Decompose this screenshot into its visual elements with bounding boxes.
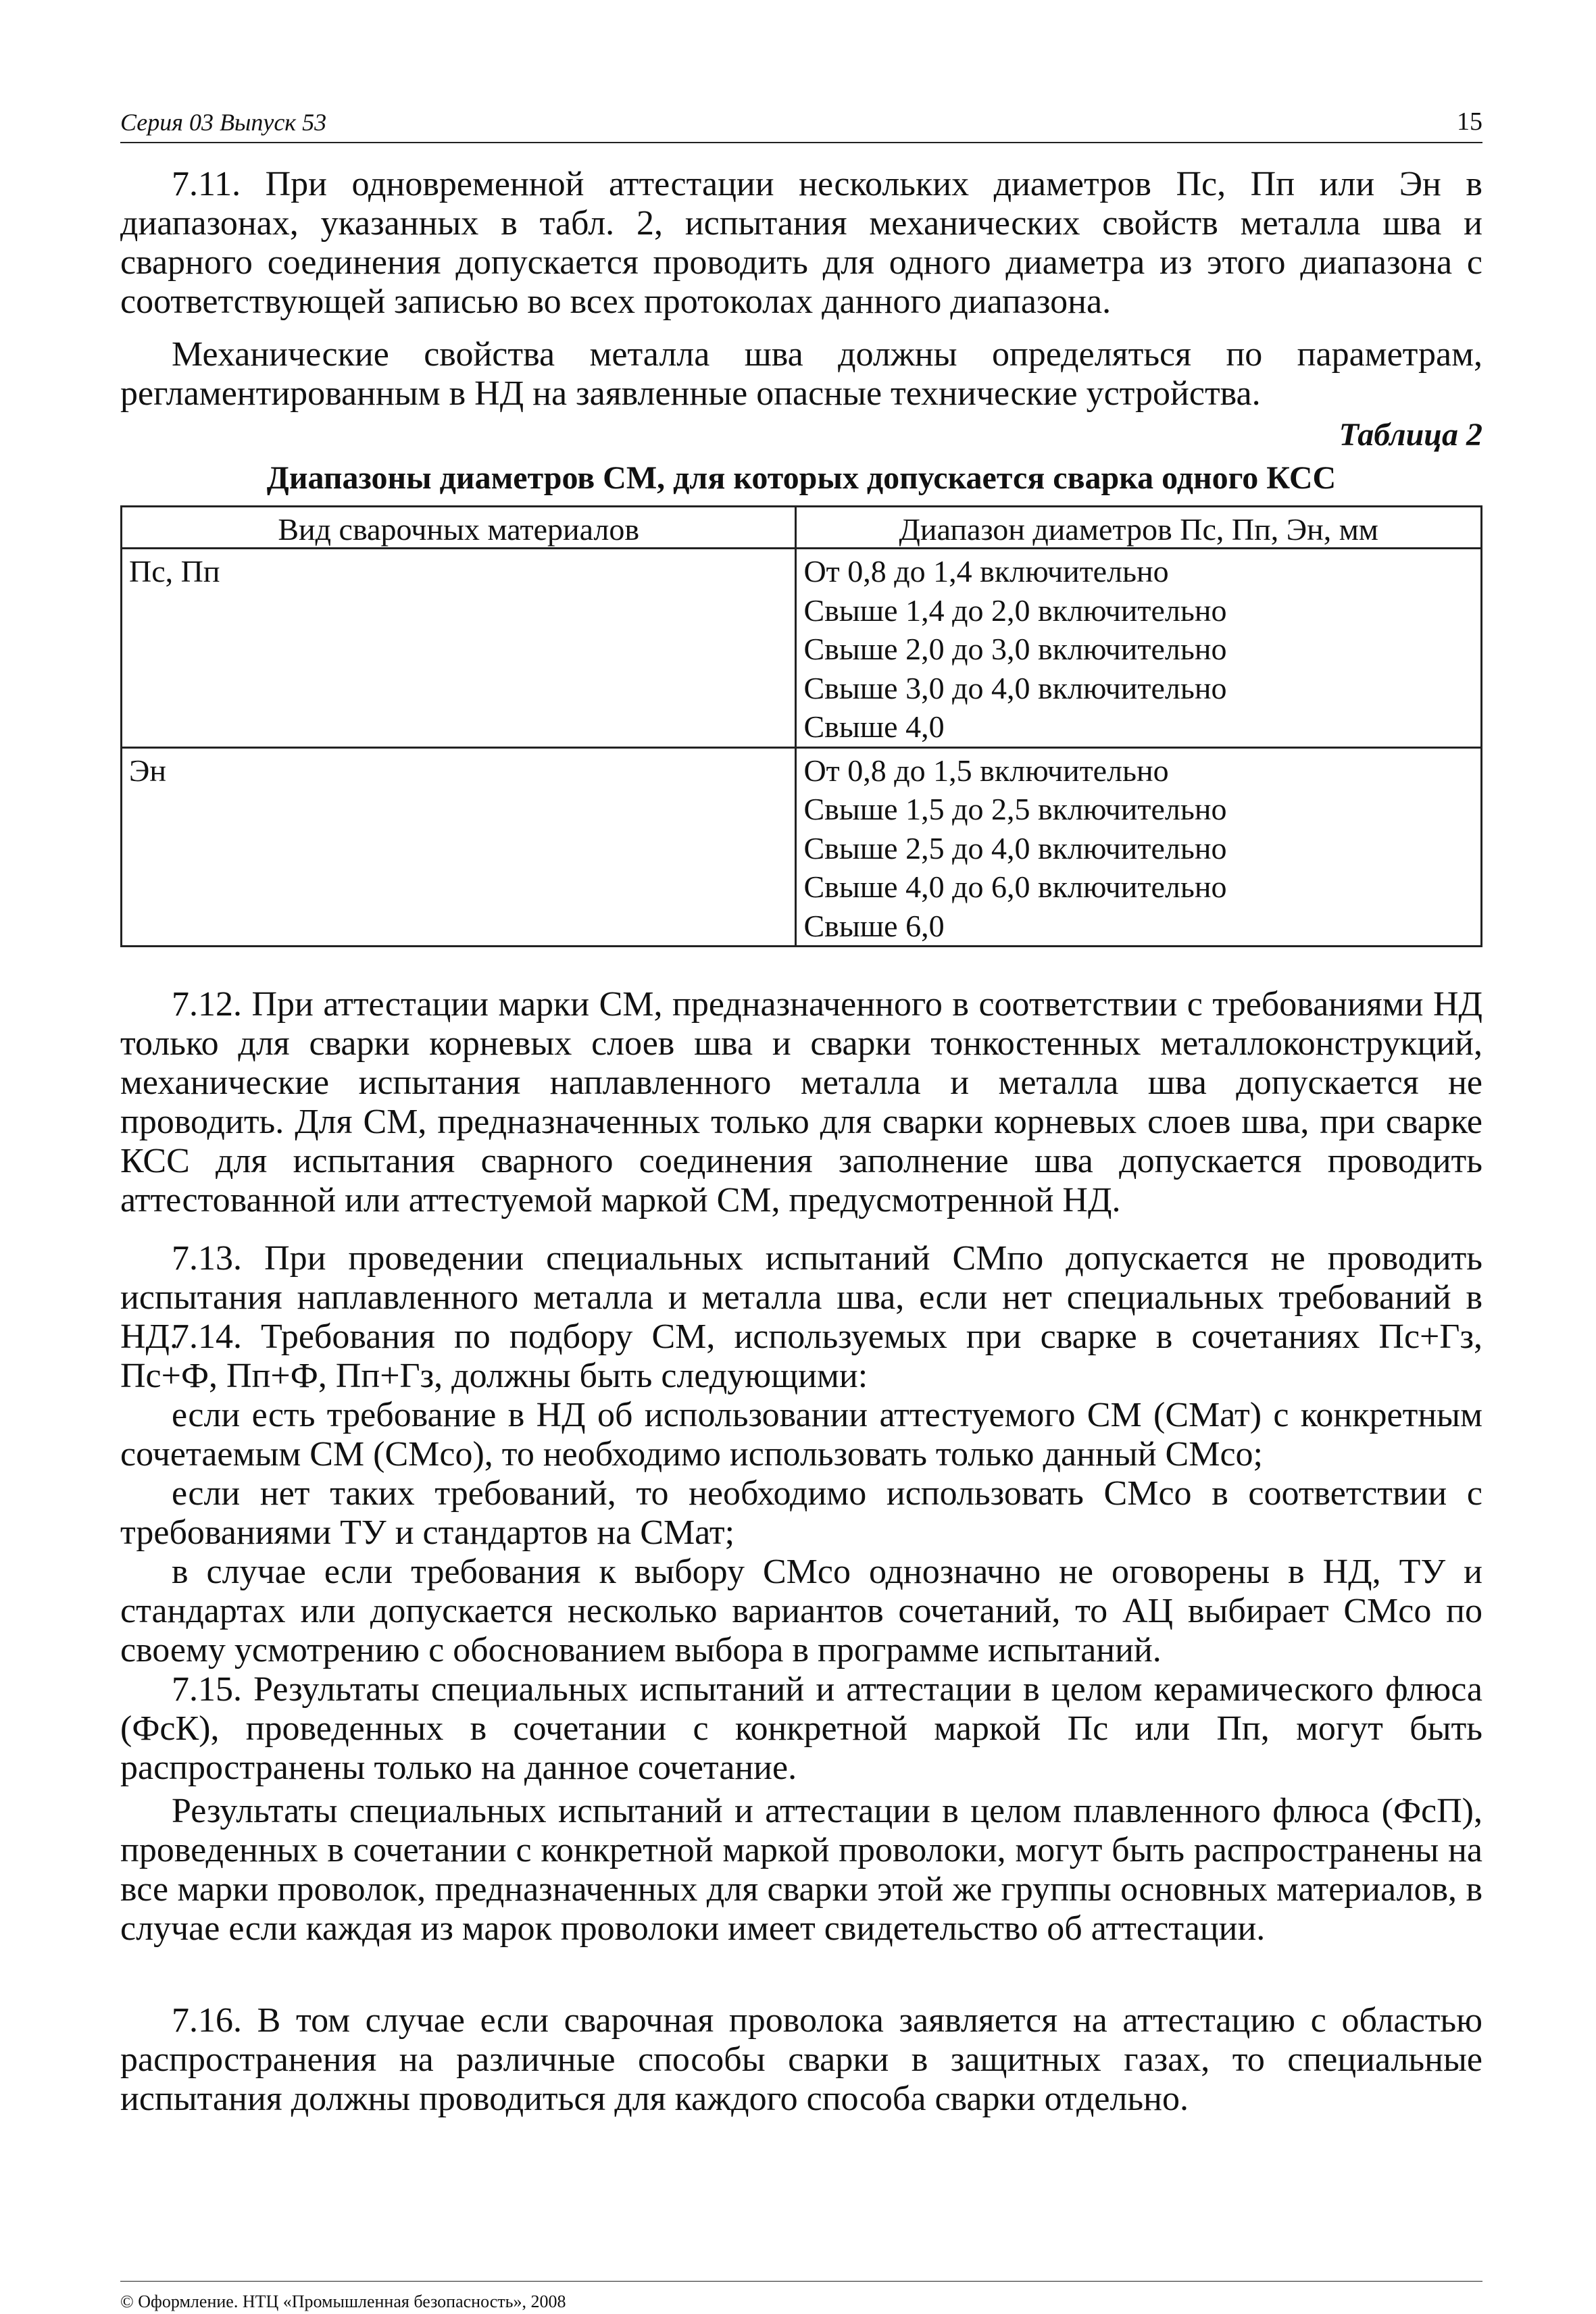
diameter-ranges-table	[120, 505, 1482, 947]
range-item: Свыше 4,0	[803, 709, 945, 744]
material-group-cell: Эн	[122, 747, 796, 947]
range-item: Свыше 4,0 до 6,0 включительно	[803, 870, 1227, 904]
paragraph-7-15: 7.15. Результаты специальных испытаний и аттестации в целом керамического флюса (ФсК), проведенных в сочетании с конкретной маркой Пс или Пп, могут быть распространены только на данное сочетание.	[120, 1670, 1482, 1787]
table-label: Таблица 2	[1339, 417, 1482, 453]
range-item: От 0,8 до 1,5 включительно	[803, 753, 1169, 788]
header-diameter-range: Диапазон диаметров Пс, Пп, Эн, мм	[796, 507, 1482, 549]
paragraph-7-11: 7.11. При одновременной аттестации нескольких диаметров Пс, Пп или Эн в диапазонах, указанных в табл. 2, испытания механических свойств металла шва и сварного соединения допускается проводить для одного диаметра из этого диапазона с соответствующей записью во всех протоколах данного диапазона.	[120, 165, 1482, 321]
paragraph-7-13: 7.13. При проведении специальных испытаний СМпо допускается не проводить испытания наплавленного металла и металла шва, если нет специальных требований в НД.	[120, 1239, 1482, 1356]
table-row	[122, 549, 1482, 748]
paragraph-requirement-1: если есть требование в НД об использовании аттестуемого СМ (СМат) с конкретным сочетаемым СМ (СМсо), то необходимо использовать только данный СМсо;	[120, 1396, 1482, 1474]
range-item: Свыше 2,5 до 4,0 включительно	[803, 830, 1227, 865]
header-rule	[120, 142, 1482, 143]
range-item: Свыше 2,0 до 3,0 включительно	[803, 632, 1227, 666]
paragraph-requirement-3: в случае если требования к выбору СМсо однозначно не оговорены в НД, ТУ и стандартах или допускается несколько вариантов сочетаний, то АЦ выбирает СМсо по своему усмотрению с обоснованием выбора в программе испытаний.	[120, 1553, 1482, 1669]
footer-copyright: © Оформление. НТЦ «Промышленная безопасность», 2008	[120, 2292, 566, 2311]
paragraph-mechanical-properties: Механические свойства металла шва должны определяться по параметрам, регламентированным в НД на заявленные опасные технические устройства.	[120, 335, 1482, 413]
range-item: От 0,8 до 1,4 включительно	[803, 554, 1169, 588]
table-header-row	[122, 507, 1482, 549]
material-group-cell: Пс, Пп	[122, 549, 796, 748]
page-number: 15	[1457, 107, 1482, 136]
paragraph-7-16: 7.16. В том случае если сварочная проволока заявляется на аттестацию с областью распространения на различные способы сварки в защитных газах, то специальные испытания должны проводиться для каждого способа сварки отдельно.	[120, 2001, 1482, 2118]
range-list-cell	[796, 549, 1482, 748]
footer-rule	[120, 2281, 1482, 2282]
range-item: Свыше 1,5 до 2,5 включительно	[803, 792, 1227, 826]
table-title: Диапазоны диаметров СМ, для которых допускается сварка одного КСС	[266, 460, 1337, 496]
range-item: Свыше 6,0	[803, 908, 945, 943]
paragraph-requirement-2: если нет таких требований, то необходимо использовать СМсо в соответствии с требованиями ТУ и стандартов на СМат;	[120, 1474, 1482, 1552]
paragraph-7-14: 7.14. Требования по подбору СМ, используемых при сварке в сочетаниях Пс+Гз, Пс+Ф, Пп+Ф, Пп+Гз, должны быть следующими:	[120, 1317, 1482, 1395]
paragraph-7-12: 7.12. При аттестации марки СМ, предназначенного в соответствии с требованиями НД только для сварки корневых слоев шва и сварки тонкостенных металлоконструкций, механические испытания наплавленного металла и металла шва допускается не проводить. Для СМ, предназначенных только для сварки корневых слоев шва, при сварке КСС для испытания сварного соединения заполнение шва допускается проводить аттестованной или аттестуемой маркой СМ, предусмотренной НД.	[120, 985, 1482, 1219]
page-header	[120, 107, 1482, 142]
header-material-type: Вид сварочных материалов	[122, 507, 796, 549]
range-item: Свыше 1,4 до 2,0 включительно	[803, 593, 1227, 628]
table-row	[122, 747, 1482, 947]
series-label: Серия 03 Выпуск 53	[120, 109, 327, 136]
range-item: Свыше 3,0 до 4,0 включительно	[803, 670, 1227, 705]
paragraph-fused-flux: Результаты специальных испытаний и аттестации в целом плавленного флюса (ФсП), проведенных в сочетании с конкретной маркой проволоки, могут быть распространены на все марки проволок, предназначенных для сварки этой же группы основных материалов, в случае если каждая из марок проволоки имеет свидетельство об аттестации.	[120, 1792, 1482, 1948]
range-list-cell	[796, 747, 1482, 947]
